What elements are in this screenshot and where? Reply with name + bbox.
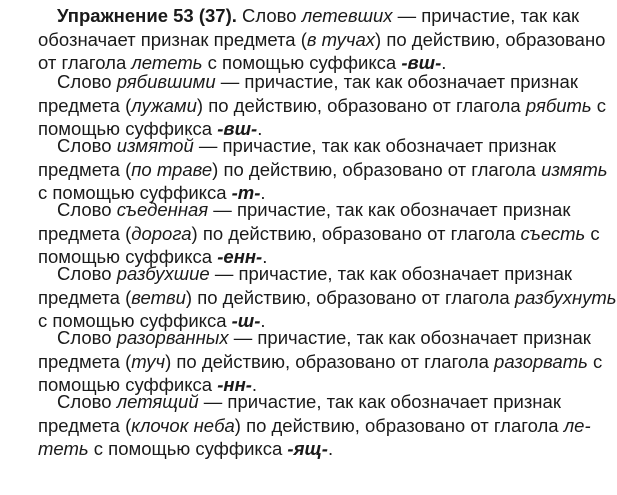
text-line	[38, 222, 600, 245]
text-line	[38, 414, 591, 437]
emphasized-text: съеденная	[116, 199, 209, 220]
plain-text: от глагола	[38, 52, 132, 73]
plain-text: предмета (	[38, 287, 132, 308]
text-line	[57, 390, 561, 413]
plain-text: — причастие, так как обозначает признак	[208, 199, 571, 220]
text-line	[38, 158, 608, 181]
plain-text: Слово	[236, 5, 302, 26]
emphasized-text: измятой	[116, 135, 194, 156]
plain-text: ) по действию, образовано от глагола	[185, 287, 515, 308]
plain-text: обозначает признак предмета (	[38, 29, 307, 50]
plain-text: Слово	[57, 199, 117, 220]
plain-text: ) по действию, образовано от глагола	[212, 159, 542, 180]
plain-text: — причастие, так как обозначает признак	[198, 391, 561, 412]
plain-text: — причастие, так как обозначает признак	[209, 263, 572, 284]
emphasized-text: Упражнение 53 (37).	[57, 5, 237, 26]
plain-text: .	[260, 182, 266, 203]
plain-text: предмета (	[38, 415, 132, 436]
emphasized-text: летевших	[301, 5, 393, 26]
emphasized-text: съесть	[520, 223, 586, 244]
emphasized-text: дорога	[131, 223, 192, 244]
plain-text: ) по действию, образовано от глагола	[234, 415, 564, 436]
text-line	[38, 286, 617, 309]
plain-text: ) по действию, образовано	[375, 29, 606, 50]
text-line	[57, 198, 571, 221]
emphasized-text: -нн-	[217, 374, 252, 395]
emphasized-text: рябившими	[116, 71, 216, 92]
plain-text: ) по действию, образовано от глагола	[165, 351, 495, 372]
emphasized-text: рябить	[525, 95, 592, 116]
emphasized-text: клочок неба	[131, 415, 235, 436]
plain-text: помощью суффикса	[38, 246, 218, 267]
text-line	[38, 28, 606, 51]
emphasized-text: по траве	[131, 159, 213, 180]
plain-text: предмета (	[38, 95, 132, 116]
text-line	[57, 4, 580, 27]
plain-text: Слово	[57, 391, 117, 412]
plain-text: с	[591, 95, 607, 116]
text-line	[57, 70, 578, 93]
plain-text: предмета (	[38, 159, 132, 180]
emphasized-text: -вш-	[401, 52, 442, 73]
emphasized-text: -енн-	[217, 246, 263, 267]
plain-text: .	[441, 52, 447, 73]
plain-text: Слово	[57, 263, 117, 284]
plain-text: с помощью суффикса	[202, 52, 402, 73]
plain-text: .	[251, 374, 258, 395]
plain-text: ) по действию, образовано от глагола	[196, 95, 526, 116]
emphasized-text: теть	[38, 438, 89, 459]
text-line	[57, 134, 557, 157]
plain-text: ) по действию, образовано от глагола	[191, 223, 521, 244]
plain-text: — причастие, так как обозначает признак	[215, 71, 578, 92]
plain-text: — причастие, так как обозначает признак	[228, 327, 591, 348]
emphasized-text: туч	[131, 351, 166, 372]
plain-text: предмета (	[38, 351, 132, 372]
plain-text: помощью суффикса	[38, 118, 218, 139]
emphasized-text: в тучах	[306, 29, 376, 50]
text-line	[38, 350, 603, 373]
text-line	[57, 262, 572, 285]
plain-text: помощью суффикса	[38, 374, 218, 395]
plain-text: Слово	[57, 135, 117, 156]
text-line	[57, 326, 591, 349]
plain-text: с	[587, 351, 603, 372]
emphasized-text: разорванных	[116, 327, 229, 348]
emphasized-text: разбухшие	[116, 263, 210, 284]
text-line	[38, 94, 607, 117]
plain-text: .	[327, 438, 334, 459]
plain-text: .	[262, 246, 268, 267]
emphasized-text: -т-	[231, 182, 261, 203]
emphasized-text: измять	[541, 159, 608, 180]
plain-text: .	[257, 118, 263, 139]
plain-text: с помощью суффикса	[88, 438, 288, 459]
emphasized-text: -ящ-	[287, 438, 328, 459]
emphasized-text: разбухнуть	[514, 287, 617, 308]
plain-text: — причастие, так как обозначает признак	[193, 135, 557, 156]
emphasized-text: лужами	[131, 95, 197, 116]
plain-text: Слово	[57, 327, 117, 348]
plain-text: с помощью суффикса	[38, 182, 232, 203]
plain-text: с	[585, 223, 600, 244]
emphasized-text: -ш-	[231, 310, 261, 331]
plain-text: .	[260, 310, 266, 331]
emphasized-text: ле-	[563, 415, 591, 436]
emphasized-text: ветви	[131, 287, 186, 308]
plain-text: Слово	[57, 71, 117, 92]
text-line	[38, 437, 333, 460]
plain-text: предмета (	[38, 223, 132, 244]
emphasized-text: разорвать	[494, 351, 588, 372]
emphasized-text: -вш-	[217, 118, 258, 139]
plain-text: с помощью суффикса	[38, 310, 232, 331]
plain-text: — причастие, так как	[392, 5, 580, 26]
emphasized-text: лететь	[131, 52, 203, 73]
emphasized-text: летящий	[116, 391, 199, 412]
